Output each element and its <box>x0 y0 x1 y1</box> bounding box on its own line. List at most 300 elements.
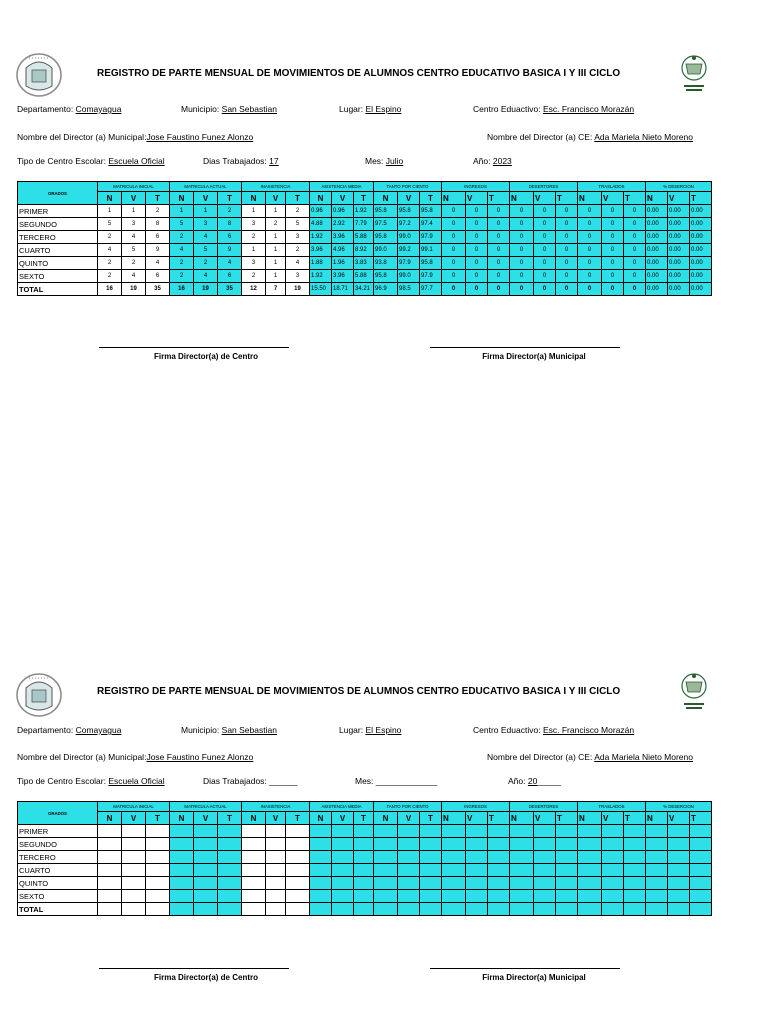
table-cell: 0 <box>466 231 488 244</box>
director-municipal-field <box>17 752 253 762</box>
table-cell <box>310 877 332 890</box>
table-cell: 0 <box>578 218 602 231</box>
table-row <box>18 838 712 851</box>
table-row <box>18 244 712 257</box>
lugar-value: El Espino <box>365 104 402 114</box>
sub-header: T <box>218 192 242 205</box>
sub-header: N <box>170 192 194 205</box>
department-seal-logo <box>14 50 64 98</box>
table-cell: 0 <box>556 218 578 231</box>
table-cell <box>488 851 510 864</box>
table-cell: 4 <box>286 257 310 270</box>
table-cell: 5.88 <box>354 231 374 244</box>
table-cell: 0.00 <box>668 270 690 283</box>
table-cell <box>242 890 266 903</box>
table-cell: 0 <box>442 270 466 283</box>
table-cell <box>420 838 442 851</box>
municipio-label: Municipio: <box>181 725 220 735</box>
table-cell <box>98 890 122 903</box>
group-header: MATRICULA INICIAL <box>98 802 170 812</box>
table-cell: 0 <box>534 283 556 296</box>
table-cell <box>354 838 374 851</box>
municipio-field <box>181 725 277 735</box>
table-cell <box>170 851 194 864</box>
sub-header: T <box>624 192 646 205</box>
sub-header: T <box>286 192 310 205</box>
table-cell: 97.4 <box>420 218 442 231</box>
sub-header: N <box>374 192 398 205</box>
table-cell <box>266 825 286 838</box>
table-cell <box>624 877 646 890</box>
table-cell <box>690 838 712 851</box>
sub-header: T <box>354 192 374 205</box>
table-cell: 0 <box>578 283 602 296</box>
sub-header: N <box>242 192 266 205</box>
table-cell <box>578 825 602 838</box>
table-cell <box>488 864 510 877</box>
table-cell: 0 <box>510 231 534 244</box>
table-cell: 0.00 <box>646 283 668 296</box>
table-cell: 6 <box>218 270 242 283</box>
table-cell: 0 <box>534 244 556 257</box>
table-cell <box>442 825 466 838</box>
table-cell: 0 <box>488 231 510 244</box>
table-cell: 95.8 <box>374 231 398 244</box>
table-cell <box>354 851 374 864</box>
table-cell <box>146 890 170 903</box>
table-cell <box>510 838 534 851</box>
table-cell: 2 <box>194 257 218 270</box>
table-cell <box>646 851 668 864</box>
table-cell <box>534 877 556 890</box>
table-cell: 2 <box>146 205 170 218</box>
sub-header: V <box>122 812 146 825</box>
mes-label: Mes: <box>355 776 374 786</box>
table-cell: 5 <box>194 244 218 257</box>
table-cell <box>266 890 286 903</box>
secretaria-educacion-logo <box>676 670 712 716</box>
table-cell: 0.00 <box>668 244 690 257</box>
director-municipal-label: Nombre del Director (a) Municipal: <box>17 752 147 762</box>
director-ce-label: Nombre del Director (a) CE: <box>487 752 593 762</box>
table-cell <box>690 890 712 903</box>
table-cell: 4.96 <box>332 244 354 257</box>
table-cell: 0 <box>534 270 556 283</box>
table-cell <box>602 903 624 916</box>
sub-header: V <box>122 192 146 205</box>
signature-line-centro <box>99 968 289 969</box>
table-row <box>18 864 712 877</box>
group-header: INGRESOS <box>442 802 510 812</box>
table-cell: 97.9 <box>420 231 442 244</box>
table-cell: 0 <box>556 244 578 257</box>
table-cell <box>310 851 332 864</box>
sub-header: T <box>146 812 170 825</box>
table-cell: 19 <box>194 283 218 296</box>
table-cell <box>332 864 354 877</box>
table-cell: 1.96 <box>332 257 354 270</box>
table-cell: 1.92 <box>310 231 332 244</box>
sub-header: N <box>242 812 266 825</box>
tipo-centro-label: Tipo de Centro Escolar: <box>17 776 106 786</box>
table-cell <box>98 838 122 851</box>
table-cell <box>194 851 218 864</box>
grade-label: TOTAL <box>18 903 98 916</box>
sub-header: N <box>98 192 122 205</box>
table-cell: 0 <box>488 244 510 257</box>
grade-label: SEXTO <box>18 270 98 283</box>
table-cell <box>218 864 242 877</box>
table-cell: 3.96 <box>332 231 354 244</box>
sub-header: V <box>194 812 218 825</box>
group-header: ASISTENCIA MEDIA <box>310 182 374 192</box>
signature-line-municipal <box>430 968 620 969</box>
dias-trabajados-value: ______ <box>269 776 298 786</box>
table-cell: 2 <box>122 257 146 270</box>
table-cell <box>218 825 242 838</box>
table-cell: 16 <box>170 283 194 296</box>
centro-label: Centro Eduactivo: <box>473 104 541 114</box>
table-cell: 96.9 <box>374 283 398 296</box>
table-cell <box>194 825 218 838</box>
table-cell: 5 <box>122 244 146 257</box>
table-cell <box>488 838 510 851</box>
table-cell <box>510 851 534 864</box>
table-cell: 16 <box>98 283 122 296</box>
table-cell <box>146 838 170 851</box>
table-cell: 2 <box>242 231 266 244</box>
table-cell: 99.0 <box>398 270 420 283</box>
table-cell <box>534 838 556 851</box>
table-cell: 15.50 <box>310 283 332 296</box>
table-cell: 4 <box>146 257 170 270</box>
table-cell <box>332 903 354 916</box>
table-cell <box>442 864 466 877</box>
departamento-label: Departamento: <box>17 725 74 735</box>
table-cell: 0.00 <box>690 257 712 270</box>
table-cell <box>374 864 398 877</box>
table-cell: 3 <box>194 218 218 231</box>
table-cell <box>690 825 712 838</box>
table-cell <box>602 838 624 851</box>
table-cell <box>466 877 488 890</box>
table-cell <box>398 838 420 851</box>
table-cell: 1 <box>194 205 218 218</box>
table-cell: 0 <box>442 283 466 296</box>
table-cell: 0 <box>466 205 488 218</box>
table-cell: 0 <box>442 218 466 231</box>
table-cell: 4 <box>194 231 218 244</box>
table-cell: 97.9 <box>420 270 442 283</box>
sub-header: T <box>690 192 712 205</box>
table-cell <box>266 851 286 864</box>
tipo-centro-value: Escuela Oficial <box>108 776 165 786</box>
table-cell <box>242 903 266 916</box>
centro-value: Esc. Francisco Morazán <box>542 725 635 735</box>
table-cell: 0 <box>534 205 556 218</box>
table-cell <box>442 838 466 851</box>
table-cell <box>286 864 310 877</box>
table-cell <box>420 851 442 864</box>
table-cell <box>146 903 170 916</box>
table-row <box>18 231 712 244</box>
table-cell: 0 <box>510 257 534 270</box>
sub-header: V <box>466 192 488 205</box>
table-cell <box>374 825 398 838</box>
table-cell <box>556 851 578 864</box>
table-cell <box>442 903 466 916</box>
table-cell <box>242 838 266 851</box>
table-cell <box>556 903 578 916</box>
sub-header: V <box>668 192 690 205</box>
table-cell: 0 <box>602 270 624 283</box>
table-cell: 0.00 <box>690 218 712 231</box>
sub-header: T <box>624 812 646 825</box>
table-cell: 3 <box>242 218 266 231</box>
table-cell: 93.8 <box>374 257 398 270</box>
grade-label: SEGUNDO <box>18 218 98 231</box>
table-cell <box>242 825 266 838</box>
table-cell <box>98 851 122 864</box>
table-cell: 0 <box>510 218 534 231</box>
dias-trabajados-field <box>203 776 298 786</box>
table-cell <box>170 864 194 877</box>
table-cell: 5 <box>98 218 122 231</box>
table-cell: 0 <box>578 205 602 218</box>
signature-line-centro <box>99 347 289 348</box>
table-cell: 2 <box>242 270 266 283</box>
sub-header: N <box>578 812 602 825</box>
grados-header: GRADOS <box>18 802 98 825</box>
table-cell <box>310 864 332 877</box>
sub-header: T <box>420 812 442 825</box>
table-cell: 0 <box>466 283 488 296</box>
table-cell <box>488 903 510 916</box>
table-cell <box>98 903 122 916</box>
table-cell <box>534 851 556 864</box>
table-cell: 35 <box>146 283 170 296</box>
table-cell <box>510 825 534 838</box>
table-cell: 4 <box>218 257 242 270</box>
sub-header: V <box>534 812 556 825</box>
sub-header: T <box>488 812 510 825</box>
director-ce-field <box>487 132 693 142</box>
table-cell: 3.96 <box>310 244 332 257</box>
lugar-field <box>339 725 401 735</box>
table-cell <box>646 838 668 851</box>
table-cell: 4 <box>170 244 194 257</box>
sub-header: T <box>556 192 578 205</box>
table-cell <box>442 851 466 864</box>
sub-header: T <box>218 812 242 825</box>
table-cell: 95.8 <box>374 205 398 218</box>
mes-value: Julio <box>385 156 404 166</box>
sub-header: T <box>488 192 510 205</box>
table-cell: 5 <box>170 218 194 231</box>
table-cell <box>374 877 398 890</box>
grade-label: PRIMER <box>18 205 98 218</box>
table-cell: 2 <box>170 231 194 244</box>
group-header: MATRICULA ACTUAL <box>170 802 242 812</box>
table-cell <box>286 877 310 890</box>
departamento-value: Comayagua <box>75 725 122 735</box>
table-cell <box>354 864 374 877</box>
table-cell: 0 <box>466 270 488 283</box>
anio-field: Año: 20_____ <box>508 776 561 786</box>
table-cell: 1 <box>266 244 286 257</box>
table-cell <box>646 864 668 877</box>
table-cell <box>556 838 578 851</box>
grade-label: TERCERO <box>18 231 98 244</box>
table-cell <box>122 851 146 864</box>
table-cell: 0 <box>556 205 578 218</box>
table-row <box>18 851 712 864</box>
table-cell <box>242 851 266 864</box>
table-cell: 0 <box>442 257 466 270</box>
table-cell: 2 <box>266 218 286 231</box>
table-cell: 7.79 <box>354 218 374 231</box>
table-cell: 0 <box>534 257 556 270</box>
mes-label: Mes: <box>365 156 384 166</box>
sub-header: N <box>442 192 466 205</box>
table-cell <box>398 903 420 916</box>
sub-header: V <box>398 192 420 205</box>
table-cell <box>488 890 510 903</box>
table-cell <box>242 877 266 890</box>
table-cell <box>122 825 146 838</box>
table-cell <box>556 864 578 877</box>
table-cell: 1 <box>122 205 146 218</box>
dias-trabajados-label: Dias Trabajados: <box>203 776 267 786</box>
table-cell <box>310 890 332 903</box>
director-ce-field <box>487 752 693 762</box>
table-cell <box>286 851 310 864</box>
anio-label: Año: <box>473 156 491 166</box>
table-cell <box>194 890 218 903</box>
director-ce-value: Ada Mariela Nieto Moreno <box>594 132 693 142</box>
table-cell <box>646 903 668 916</box>
table-cell <box>556 877 578 890</box>
table-cell: 35 <box>218 283 242 296</box>
table-cell <box>146 864 170 877</box>
table-row <box>18 283 712 296</box>
table-cell: 95.8 <box>420 257 442 270</box>
sub-header: T <box>286 812 310 825</box>
table-cell <box>98 825 122 838</box>
grade-label: QUINTO <box>18 877 98 890</box>
director-municipal-value: Jose Faustino Funez Alonzo <box>146 132 254 142</box>
table-row <box>18 877 712 890</box>
sub-header: N <box>310 192 332 205</box>
table-cell: 0 <box>602 231 624 244</box>
table-cell: 4 <box>122 270 146 283</box>
movimientos-table-blank <box>17 801 712 916</box>
table-cell: 2 <box>98 231 122 244</box>
table-cell: 0 <box>442 244 466 257</box>
table-row <box>18 825 712 838</box>
sub-header: N <box>170 812 194 825</box>
table-cell <box>420 877 442 890</box>
table-cell: 4.88 <box>310 218 332 231</box>
table-cell <box>690 903 712 916</box>
sub-header: N <box>510 192 534 205</box>
sub-header: V <box>332 192 354 205</box>
table-cell <box>602 851 624 864</box>
table-cell: 3 <box>122 218 146 231</box>
table-cell <box>510 877 534 890</box>
table-cell: 0 <box>466 218 488 231</box>
municipio-value: San Sebastian <box>221 104 277 114</box>
anio-value: 2023 <box>492 156 512 166</box>
table-cell: 0 <box>624 257 646 270</box>
table-cell <box>170 877 194 890</box>
table-row <box>18 205 712 218</box>
table-cell <box>466 851 488 864</box>
table-cell: 99.0 <box>374 244 398 257</box>
table-cell <box>510 903 534 916</box>
table-cell <box>398 864 420 877</box>
table-cell: 0 <box>578 270 602 283</box>
table-cell: 0.96 <box>310 205 332 218</box>
table-cell <box>420 890 442 903</box>
table-cell: 97.2 <box>398 218 420 231</box>
table-cell: 2 <box>98 270 122 283</box>
table-cell <box>534 903 556 916</box>
table-cell <box>310 838 332 851</box>
table-cell <box>266 838 286 851</box>
table-cell: 0 <box>556 283 578 296</box>
table-cell <box>420 864 442 877</box>
departamento-field <box>17 104 121 114</box>
group-header: DESERTORES <box>510 802 578 812</box>
table-cell <box>170 890 194 903</box>
table-cell: 97.5 <box>374 218 398 231</box>
table-cell: 0.00 <box>646 244 668 257</box>
table-cell <box>266 877 286 890</box>
table-cell <box>602 877 624 890</box>
group-header: MATRICULA INICIAL <box>98 182 170 192</box>
table-cell <box>194 838 218 851</box>
centro-label: Centro Eduactivo: <box>473 725 541 735</box>
group-header: % DESERCION <box>646 182 712 192</box>
centro-field <box>473 104 634 114</box>
grade-label: CUARTO <box>18 244 98 257</box>
table-cell: 5 <box>286 218 310 231</box>
table-cell: 2 <box>286 205 310 218</box>
group-header: % DESERCION <box>646 802 712 812</box>
lugar-label: Lugar: <box>339 725 364 735</box>
sub-header: N <box>646 192 668 205</box>
table-cell: 1 <box>266 257 286 270</box>
table-cell: 0.00 <box>646 218 668 231</box>
dias-trabajados-value: 17 <box>269 156 279 166</box>
table-cell: 2 <box>98 257 122 270</box>
table-cell: 0 <box>488 218 510 231</box>
table-cell <box>488 825 510 838</box>
table-cell: 0 <box>488 205 510 218</box>
table-cell <box>466 890 488 903</box>
table-cell: 2 <box>170 270 194 283</box>
table-cell: 19 <box>122 283 146 296</box>
table-cell: 0.00 <box>646 205 668 218</box>
table-cell <box>218 851 242 864</box>
table-cell <box>332 838 354 851</box>
table-cell <box>194 864 218 877</box>
table-cell: 0.96 <box>332 205 354 218</box>
table-cell: 95.8 <box>374 270 398 283</box>
table-cell: 0 <box>556 231 578 244</box>
table-cell <box>556 825 578 838</box>
